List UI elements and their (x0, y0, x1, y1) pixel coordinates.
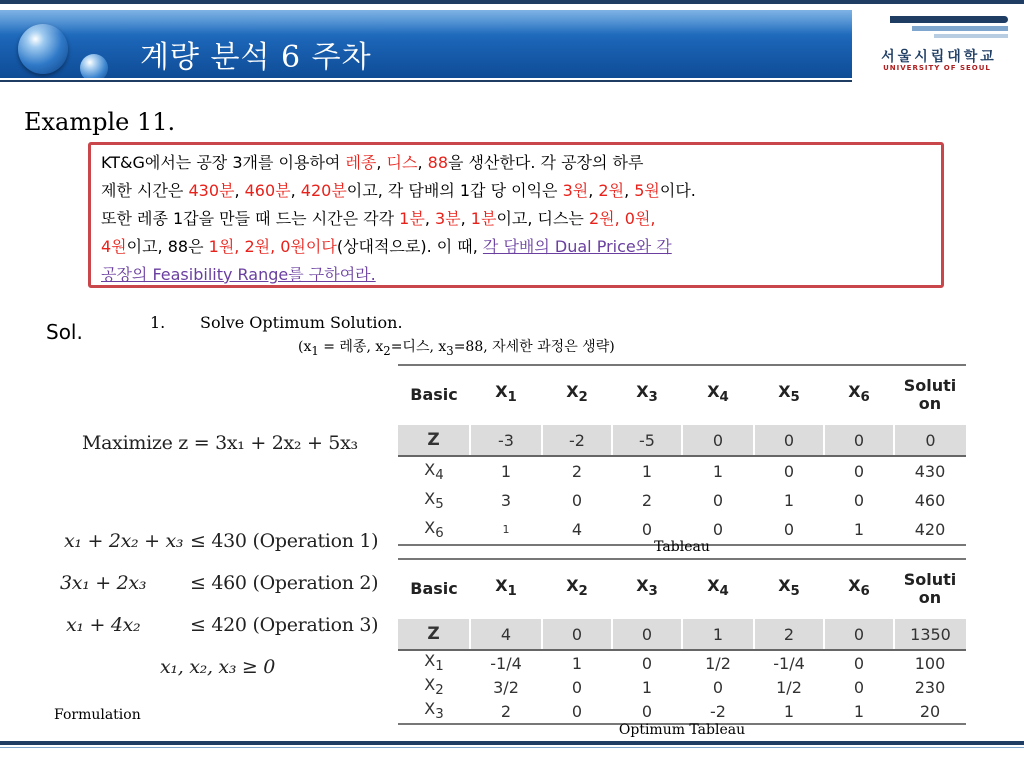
table-cell: 0 (853, 653, 865, 673)
problem-line-5 (101, 261, 937, 289)
table-cell: 0 (682, 425, 754, 457)
table-cell: 0 (542, 699, 612, 724)
step-note: ($x_1$ = 레종, $x_2=$디스, $x_3=88$, 자세한 과정은 생략) (298, 339, 615, 358)
solution-label: Sol. (46, 320, 83, 344)
col-header-x6: $X_6$ (824, 365, 894, 425)
table-cell: 1 (824, 699, 894, 724)
basic-variable: $X_3$ (398, 699, 470, 724)
constraint-2-lhs: 3x₁ + 2x₃ (60, 572, 147, 594)
university-logo-icon (890, 16, 1008, 46)
dual-price-link[interactable]: 각 담배의 Dual Price와 각 (482, 237, 672, 256)
university-logo-english: UNIVERSITY OF SEOUL (883, 64, 991, 72)
z-row (398, 619, 966, 651)
table-cell: Z (398, 425, 470, 457)
table-cell: 100 (914, 653, 946, 673)
basic-variable: $X_5$ (424, 488, 444, 513)
table-cell: 230 (914, 677, 946, 697)
table-row (398, 675, 966, 699)
tableau-caption: Tableau (654, 539, 710, 555)
problem-line-2: 제한 시간은 430분, 460분, 420분이고, 각 담배의 1갑 당 이익은 3원, 2원, 5원이다. (101, 181, 696, 200)
col-header-x4: $X_4$ (682, 559, 754, 619)
table-header-row (398, 559, 966, 619)
table-cell: Z (398, 619, 470, 651)
col-header-x3: $X_3$ (612, 365, 682, 425)
table-cell: -1/4 (773, 653, 805, 673)
table-cell: 0 (853, 462, 865, 481)
header-band (0, 10, 852, 78)
problem-text (101, 149, 937, 289)
table-cell: 0 (712, 491, 724, 510)
table-cell: -2 (682, 699, 754, 724)
table-cell: 2 (571, 462, 583, 481)
table-cell: 1 (712, 462, 724, 481)
constraint-1-rhs: ≤ 430 (Operation 1) (190, 530, 379, 552)
table-cell: 1 (641, 677, 653, 697)
slide-title: 계량 분석 6 주차 (140, 40, 372, 75)
table-cell: 420 (894, 515, 966, 545)
table-cell: 1/2 (776, 677, 802, 697)
table-cell: 0 (853, 491, 865, 510)
table-cell: -5 (612, 425, 682, 457)
table-cell: 20 (894, 699, 966, 724)
table-cell: 0 (754, 425, 824, 457)
table-cell: 1 (470, 515, 542, 545)
table-cell: 0 (641, 653, 653, 673)
problem-line-4: 4원이고, 88은 1원, 2원, 0원이다(상대적으로). 이 때, 각 담배의 Dual Price와 각 (101, 237, 672, 256)
col-header-solution: Soluti on (894, 559, 966, 619)
table-cell: 0 (824, 425, 894, 457)
table-header-row (398, 365, 966, 425)
basic-variable: $X_1$ (424, 651, 444, 675)
problem-line-1: KT&G에서는 공장 3개를 이용하여 레종, 디스, 88을 생산한다. 각 공장의 하루 (101, 153, 644, 172)
problem-box (88, 142, 944, 288)
col-header-basic: Basic (398, 365, 470, 425)
problem-line-3: 또한 레종 1갑을 만들 때 드는 시간은 각각 1분, 3분, 1분이고, 디스는 2원, 0원, (101, 209, 656, 228)
table-cell: 0 (712, 677, 724, 697)
table-cell: 4 (542, 515, 612, 545)
optimum-tableau-caption: Optimum Tableau (618, 722, 746, 738)
col-header-x1: $X_1$ (470, 365, 542, 425)
nonnegativity: x₁, x₂, x₃ ≥ 0 (160, 656, 276, 678)
table-cell: 1 (824, 515, 894, 545)
table-row (398, 486, 966, 515)
table-cell: 0 (894, 425, 966, 457)
table-row (398, 650, 966, 675)
small-globe-icon (80, 54, 108, 78)
table-cell: 430 (914, 462, 946, 481)
table-cell: -1/4 (490, 653, 522, 673)
bottom-border (0, 741, 1024, 745)
basic-variable: $X_6$ (398, 515, 470, 545)
table-cell: 0 (612, 699, 682, 724)
table-cell: 0 (754, 515, 824, 545)
table-row (398, 699, 966, 724)
constraint-1-lhs: x₁ + 2x₂ + x₃ (64, 530, 184, 552)
table-cell: 2 (754, 619, 824, 651)
col-header-solution: Soluti on (894, 365, 966, 425)
bottom-border-thin (0, 747, 1024, 748)
table-cell: 1/2 (705, 653, 731, 673)
optimum-tableau (398, 558, 966, 725)
col-header-x4: $X_4$ (682, 365, 754, 425)
table-cell: 0 (682, 515, 754, 545)
constraint-2-rhs: ≤ 460 (Operation 2) (190, 572, 379, 594)
table-cell: -3 (470, 425, 542, 457)
feasibility-range-link[interactable]: 공장의 Feasibility Range를 구하여라. (101, 265, 376, 284)
table-cell: -2 (542, 425, 612, 457)
table-cell: 0 (571, 677, 583, 697)
table-cell: 1 (682, 619, 754, 651)
table-cell: 0 (783, 462, 795, 481)
objective-function: Maximize z = 3x₁ + 2x₂ + 5x₃ (82, 432, 358, 454)
table-cell: 3/2 (493, 677, 519, 697)
university-logo-korean: 서울시립대학교 (881, 49, 997, 65)
z-row (398, 425, 966, 457)
col-header-x6: $X_6$ (824, 559, 894, 619)
table-cell: 1 (500, 462, 512, 481)
table-cell: 4 (470, 619, 542, 651)
table-cell: 0 (571, 491, 583, 510)
col-header-x5: $X_5$ (754, 559, 824, 619)
table-cell: 1 (783, 491, 795, 510)
table-cell: 0 (542, 619, 612, 651)
col-header-x3: $X_3$ (612, 559, 682, 619)
table-cell: 1 (754, 699, 824, 724)
col-header-x1: $X_1$ (470, 559, 542, 619)
constraint-3-lhs: x₁ + 4x₂ (66, 614, 141, 636)
table-row (398, 456, 966, 486)
table-cell: 1 (641, 462, 653, 481)
constraint-3-rhs: ≤ 420 (Operation 3) (190, 614, 379, 636)
table-cell: 1350 (894, 619, 966, 651)
table-cell: 2 (470, 699, 542, 724)
table-cell: 1 (571, 653, 583, 673)
basic-variable: $X_2$ (424, 675, 444, 699)
top-border (0, 0, 1024, 4)
table-cell: 0 (612, 619, 682, 651)
formulation (60, 420, 379, 710)
table-cell: 0 (612, 515, 682, 545)
basic-variable: $X_4$ (424, 459, 444, 484)
initial-tableau (398, 364, 966, 546)
step-heading: 1. Solve Optimum Solution. (150, 313, 403, 332)
formulation-caption: Formulation (54, 707, 141, 723)
col-header-x5: $X_5$ (754, 365, 824, 425)
col-header-x2: $X_2$ (542, 559, 612, 619)
table-cell: 3 (500, 491, 512, 510)
table-cell: 0 (824, 619, 894, 651)
header-rule (0, 80, 852, 82)
col-header-x2: $X_2$ (542, 365, 612, 425)
table-cell: 0 (853, 677, 865, 697)
col-header-basic: Basic (398, 559, 470, 619)
example-title: Example 11. (24, 108, 176, 136)
table-cell: 460 (914, 491, 946, 510)
globe-icon (18, 24, 68, 74)
table-cell: 2 (641, 491, 653, 510)
